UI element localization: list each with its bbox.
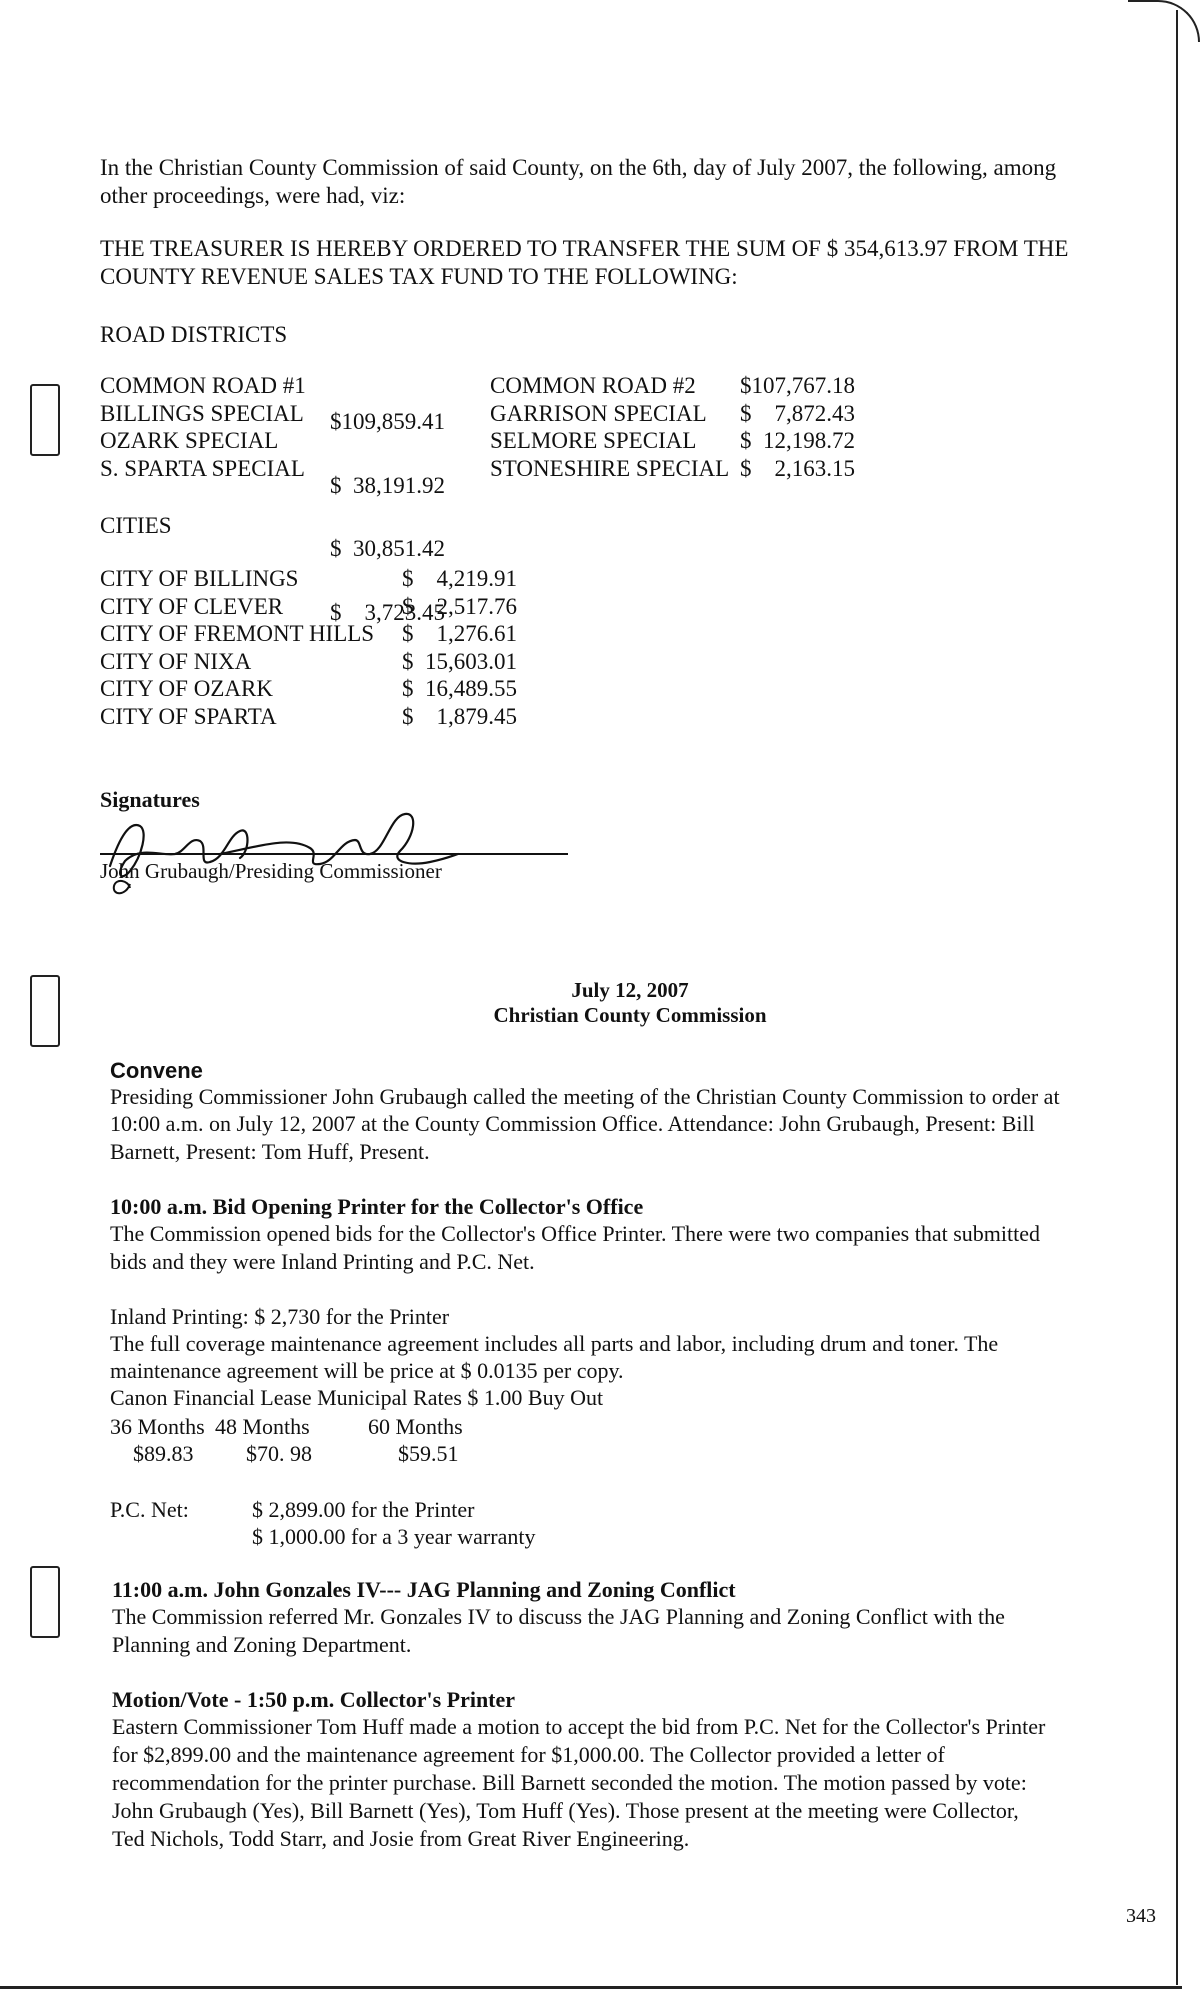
city-amount: $ 1,879.45 [402,703,517,729]
road-name: COMMON ROAD #1 [100,373,306,398]
city-name: CITY OF NIXA [100,648,252,674]
road-amount: $107,767.18 [740,373,855,398]
convene-line: Barnett, Present: Tom Huff, Present. [110,1139,430,1164]
scan-corner-curl [1128,0,1200,42]
convene-line: Presiding Commissioner John Grubaugh called the meeting of the Christian County Commission to order at [110,1084,1060,1109]
road-name: COMMON ROAD #2 [490,373,696,398]
inland-line: The full coverage maintenance agreement includes all parts and labor, including drum and toner. The [110,1331,999,1356]
gonzales-heading: 11:00 a.m. John Gonzales IV--- JAG Planning and Zoning Conflict [112,1577,736,1602]
lease-price: $89.83 [133,1441,194,1466]
lease-term: 36 Months [110,1414,205,1439]
lease-price: $59.51 [398,1441,459,1466]
binder-hole-3 [30,1566,60,1638]
road-right-names [490,372,729,482]
page-number: 343 [1126,1905,1156,1927]
gonzales-line: Planning and Zoning Department. [112,1632,412,1657]
handwritten-signature [100,796,460,902]
city-names [100,565,374,730]
order-line-2: COUNTY REVENUE SALES TAX FUND TO THE FOLLOWING: [100,264,738,289]
road-amount: $ 12,198.72 [740,428,855,453]
road-amount: $ 38,191.92 [330,472,445,498]
signature-line [100,853,568,855]
gonzales-line: The Commission referred Mr. Gonzales IV to discuss the JAG Planning and Zoning Conflict with the [112,1604,1005,1629]
road-name: STONESHIRE SPECIAL [490,455,730,481]
motion-line: recommendation for the printer purchase. Bill Barnett seconded the motion. The motion passed by vote: [112,1770,1027,1795]
intro-line-1: In the Christian County Commission of said County, on the 6th, day of July 2007, the following, among [100,155,1057,180]
road-amount: $ 2,163.15 [740,455,855,481]
scan-edge-bottom [0,1986,1182,1989]
lease-term: 60 Months [368,1414,463,1439]
inland-line: maintenance agreement will be price at $ 0.0135 per copy. [110,1358,624,1383]
city-amounts [402,565,517,730]
city-amount: $ 1,276.61 [402,621,517,646]
pcnet-line: $ 1,000.00 for a 3 year warranty [252,1524,536,1549]
city-name: CITY OF FREMONT HILLS [100,621,375,646]
convene-line: 10:00 a.m. on July 12, 2007 at the County Commission Office. Attendance: John Grubaugh, Present: Bill [110,1111,1035,1136]
road-name: SELMORE SPECIAL [490,428,697,453]
meeting-date: July 12, 2007 [571,978,689,1002]
bid-opening-line: The Commission opened bids for the Collector's Office Printer. There were two companies that submitted [110,1221,1041,1246]
road-name: GARRISON SPECIAL [490,400,707,426]
road-name: S. SPARTA SPECIAL [100,455,305,481]
signatures-heading: Signatures [100,787,200,812]
pcnet-line: $ 2,899.00 for the Printer [252,1497,475,1522]
intro-line-2: other proceedings, were had, viz: [100,183,406,208]
city-amount: $ 2,517.76 [402,593,517,619]
road-amount: $ 3,723.45 [330,599,445,625]
road-districts-title: ROAD DISTRICTS [100,322,288,347]
lease-price: $70. 98 [246,1441,312,1466]
city-name: CITY OF SPARTA [100,703,277,729]
city-amount: $ 16,489.55 [402,676,517,701]
pcnet-label: P.C. Net: [110,1497,189,1522]
inland-line: Canon Financial Lease Municipal Rates $ 1.00 Buy Out [110,1385,604,1410]
inland-line: Inland Printing: $ 2,730 for the Printer [110,1304,450,1329]
motion-line: for $2,899.00 and the maintenance agreement for $1,000.00. The Collector provided a letter of [112,1742,945,1767]
lease-term: 48 Months [215,1414,310,1439]
road-amount: $109,859.41 [330,409,445,434]
meeting-body: Christian County Commission [493,1003,767,1027]
motion-line: John Grubaugh (Yes), Bill Barnett (Yes), Tom Huff (Yes). Those present at the meeting were Collector, [112,1798,1019,1823]
road-amount: $ 7,872.43 [740,400,855,426]
road-left-names [100,372,306,482]
road-name: BILLINGS SPECIAL [100,400,304,426]
signer-name-title: John Grubaugh/Presiding Commissioner [100,859,442,883]
motion-line: Ted Nichols, Todd Starr, and Josie from Great River Engineering. [112,1826,690,1851]
city-name: CITY OF BILLINGS [100,566,299,591]
city-amount: $ 15,603.01 [402,648,517,674]
order-line-1: THE TREASURER IS HEREBY ORDERED TO TRANSFER THE SUM OF $ 354,613.97 FROM THE [100,236,1069,261]
city-name: CITY OF OZARK [100,676,273,701]
cities-title: CITIES [100,513,172,538]
bid-opening-heading: 10:00 a.m. Bid Opening Printer for the Collector's Office [110,1194,644,1219]
motion-heading: Motion/Vote - 1:50 p.m. Collector's Printer [112,1687,516,1712]
binder-hole-1 [30,384,60,456]
road-right-amounts [740,372,855,482]
bid-opening-line: bids and they were Inland Printing and P.C. Net. [110,1249,535,1274]
city-name: CITY OF CLEVER [100,593,284,619]
motion-line: Eastern Commissioner Tom Huff made a motion to accept the bid from P.C. Net for the Collector's Printer [112,1714,1046,1739]
convene-heading: Convene [110,1058,203,1083]
city-amount: $ 4,219.91 [402,566,517,591]
road-amount: $ 30,851.42 [330,536,445,561]
road-name: OZARK SPECIAL [100,428,279,453]
